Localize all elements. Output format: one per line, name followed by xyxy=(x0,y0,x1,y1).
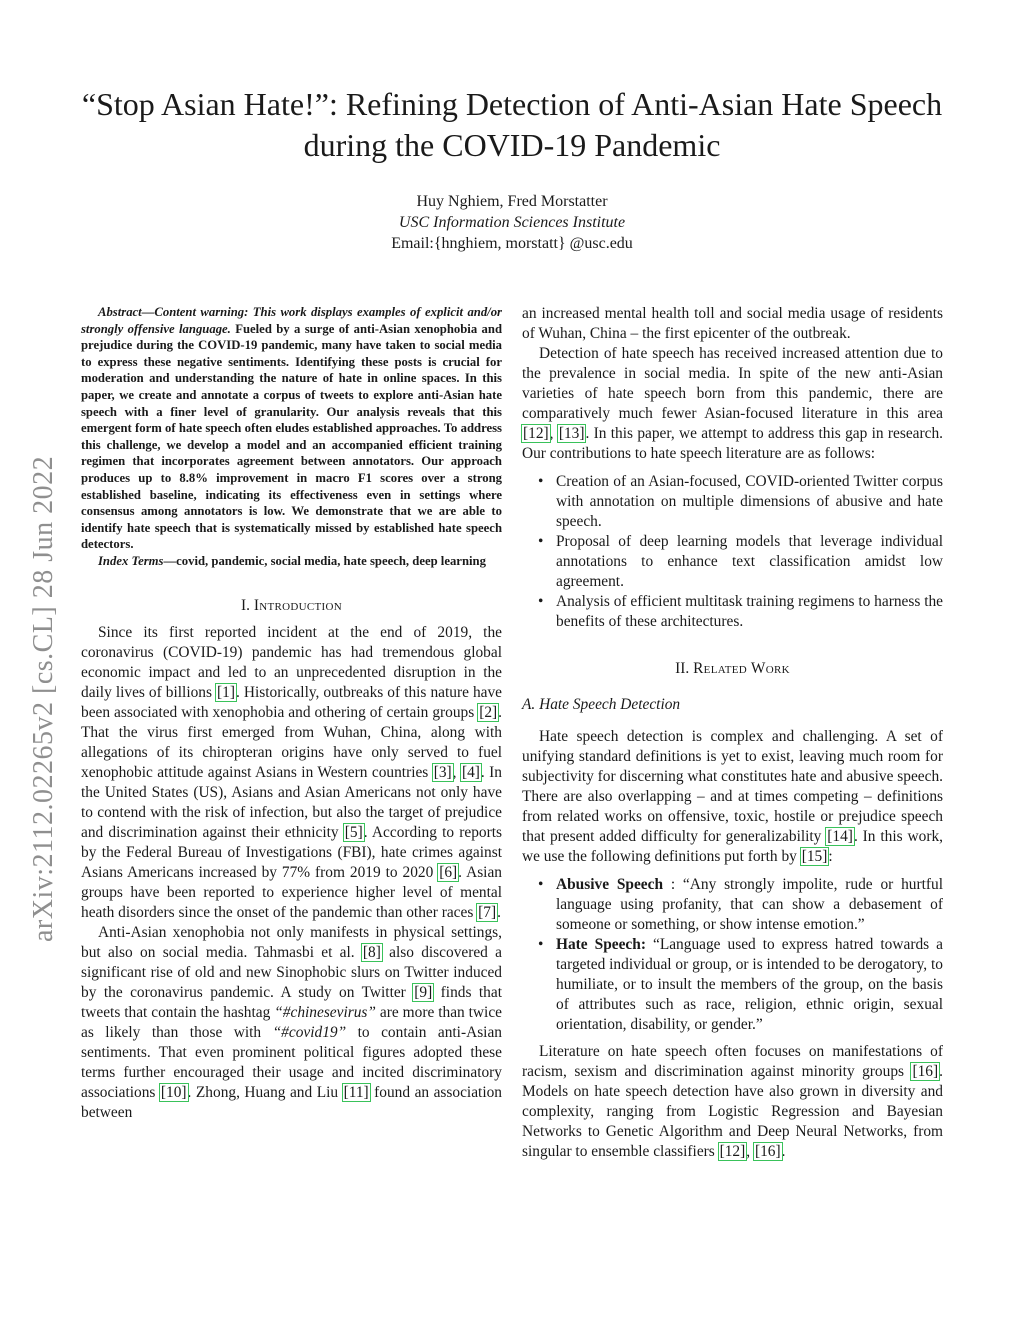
text-run: to contain anti-Asian sentiments. That even prominent political figures adopted these terms further encouraged their usage and incited discriminatory associations xyxy=(81,1023,502,1101)
intro-paragraph-2 xyxy=(81,923,502,1123)
index-terms xyxy=(81,553,502,570)
bullet-icon: • xyxy=(538,533,544,550)
citation-link[interactable]: [16] xyxy=(754,1143,781,1160)
definition-text: “Any strongly impolite, rude or hurtful language using profanity, that can show a debasement of someone or something, or show intense emotion.” xyxy=(556,876,943,933)
text-run: . That the virus first emerged from Wuhan, China, along with allegations of its chiropteran origins have only served to fuel xenophobic attitude against Asians in Western countries xyxy=(81,703,502,781)
definitions-list xyxy=(522,875,943,1035)
section-heading-introduction xyxy=(81,596,502,616)
list-item xyxy=(522,592,943,632)
citation-link[interactable]: [14] xyxy=(827,828,853,845)
related-paragraph-2 xyxy=(522,1042,943,1162)
text-run: finds that tweets that contain the hashtag xyxy=(81,983,502,1021)
list-item xyxy=(522,472,943,532)
citation-link[interactable]: [4] xyxy=(461,763,480,781)
index-terms-lead: Index Terms xyxy=(98,553,164,568)
list-item xyxy=(522,532,943,592)
text-run: Hate speech detection is complex and challenging. A set of unifying standard definitions is yet to exist, leaving much room for subjectivity for discerning what constitutes hate and abusive speech. There are also overlapping – and at times competing – definitions from related works on offensive, toxic, hostile or prejudice speech that present added difficulty for generalizability xyxy=(522,728,943,845)
section-heading-related-work xyxy=(522,659,943,679)
text-run: . xyxy=(781,1143,786,1160)
right-column xyxy=(522,304,943,1162)
text-run: found an association between xyxy=(81,1083,502,1121)
list-item-text: Analysis of efficient multitask training regimens to harness the benefits of these architectures. xyxy=(556,593,943,630)
text-run: , xyxy=(549,425,558,442)
abstract-lead: Abstract—Content warning: This work displays examples of explicit and/or strongly offensive language. xyxy=(81,305,502,336)
bullet-icon: • xyxy=(538,936,544,953)
affiliation: USC Information Sciences Institute xyxy=(398,214,626,231)
citation-link[interactable]: [1] xyxy=(217,683,235,701)
citation-link[interactable]: [12] xyxy=(719,1143,746,1160)
subsection-heading: A. Hate Speech Detection xyxy=(522,696,681,713)
text-run: . In this work, we use the following definitions put forth by xyxy=(522,828,943,865)
contributions-list xyxy=(522,472,943,632)
text-run: Detection of hate speech has received increased attention due to the prevalence in social media. In spite of the new anti-Asian varieties of hate speech born from this pandemic, there are comparatively much fewer Asian-focused literature in this area xyxy=(522,345,943,422)
text-run: . Models on hate speech detection have also grown in diversity and complexity, ranging from Logistic Regression and Bayesian Networks to Genetic Algorithm and Deep Neural Networks, from singular to ensemble classifiers xyxy=(522,1063,943,1160)
abstract-body: Fueled by a surge of anti-Asian xenophobia and prejudice during the COVID-19 pandemic, many have taken to social media to express these negative sentiments. Identifying these posts is crucial for moderation and understanding the nature of hate in online spaces. In this paper, we create and annotate a corpus of tweets to explore anti-Asian hate speech with a finer level of granularity. Our analysis reveals that this emergent form of hate speech often eludes established approaches. To address this challenge, we develop a model and an accompanied efficient training regimen that incorporates agreement between annotators. Our approach produces up to 8.8% improvement in macro F1 scores over a strong established baseline, indicating its effectiveness even in settings where consensus among annotators is low. We demonstrate that we are able to identify hate speech that is systematically missed by established hate speech detectors. xyxy=(81,321,502,552)
text-run xyxy=(646,936,653,953)
text-run: . In this paper, we attempt to address this gap in research. Our contributions to hate speech literature are as follows: xyxy=(522,425,944,462)
citation-link[interactable]: [8] xyxy=(362,943,381,961)
text-run: . In the United States (US), Asians and Asian Americans not only have to contend with the risk of infection, but also the target of prejudice and discrimination against their ethnicity xyxy=(81,763,502,841)
list-item-text: Proposal of deep learning models that leverage individual annotations to enhance text classification amidst low agreement. xyxy=(556,533,943,590)
section-title: Introduction xyxy=(253,596,342,614)
author-names: Huy Nghiem, Fred Morstatter xyxy=(416,193,608,210)
text-run: : xyxy=(663,876,683,893)
arxiv-identifier: arXiv:2112.02265v2 [cs.CL] 28 Jun 2022 xyxy=(28,455,59,942)
list-item xyxy=(522,875,943,935)
text-run: : xyxy=(828,848,833,865)
citation-link[interactable]: [5] xyxy=(344,823,363,841)
email: Email:{hnghiem, morstatt} @usc.edu xyxy=(391,235,633,252)
author-block xyxy=(0,191,1024,254)
citation-link[interactable]: [15] xyxy=(801,848,828,865)
intro-paragraph-1 xyxy=(81,623,502,923)
bullet-icon: • xyxy=(538,473,544,490)
citation-link[interactable]: [9] xyxy=(414,983,433,1001)
right-paragraph-2 xyxy=(522,344,943,464)
text-run: Anti-Asian xenophobia not only manifests in physical settings, but also on social media. Tahmasbi et al. xyxy=(81,923,502,961)
text-run: are more than twice as likely than those with xyxy=(81,1003,502,1041)
list-item-text: Creation of an Asian-focused, COVID-oriented Twitter corpus with annotation on multiple dimensions of abusive and hate speech. xyxy=(556,473,943,530)
text-run: , xyxy=(452,763,461,781)
section-title: Related Work xyxy=(693,660,790,677)
citation-link[interactable]: [13] xyxy=(558,425,585,442)
related-paragraph-1 xyxy=(522,727,943,867)
definition-text: “Language used to express hatred towards a targeted individual or group, or is intended to be derogatory, to humiliate, or to insult the members of the group, on the basis of attributes such as race, religion, ethnic origin, sexual orientation, disability, or gender.” xyxy=(556,936,943,1033)
section-number: I. xyxy=(240,596,250,614)
text-run: . According to reports by the Federal Bureau of Investigations (FBI), hate crimes against Asians Americans increased by 77% from 2019 to 2020 xyxy=(81,823,502,881)
text-run: also discovered a significant rise of old and new Sinophobic slurs on Twitter induced by the coronavirus pandemic. A study on Twitter xyxy=(81,943,502,1001)
citation-link[interactable]: [2] xyxy=(479,703,498,721)
bullet-icon: • xyxy=(538,876,544,893)
hashtag-covid19: “#covid19” xyxy=(272,1023,347,1041)
left-column xyxy=(81,304,502,1123)
definition-term: Hate Speech: xyxy=(556,936,646,953)
citation-link[interactable]: [6] xyxy=(439,863,458,881)
text-run: . Zhong, Huang and Liu xyxy=(187,1083,343,1101)
bullet-icon: • xyxy=(538,593,544,610)
citation-link[interactable]: [12] xyxy=(523,425,549,442)
citation-link[interactable]: [3] xyxy=(433,763,452,781)
citation-link[interactable]: [11] xyxy=(343,1083,369,1101)
hashtag-chinesevirus: “#chinesevirus” xyxy=(274,1003,376,1021)
citation-link[interactable]: [16] xyxy=(912,1063,939,1080)
index-terms-body: —covid, pandemic, social media, hate speech, deep learning xyxy=(163,553,486,568)
right-paragraph-1: an increased mental health toll and social media usage of residents of Wuhan, China – the first epicenter of the outbreak. xyxy=(522,305,943,342)
abstract xyxy=(81,304,502,553)
citation-link[interactable]: [10] xyxy=(160,1083,187,1101)
list-item xyxy=(522,935,943,1035)
citation-link[interactable]: [7] xyxy=(478,903,497,921)
text-run: . xyxy=(497,903,501,921)
text-run: , xyxy=(746,1143,754,1160)
section-number: II. xyxy=(675,660,690,677)
paper-title: “Stop Asian Hate!”: Refining Detection of Anti-Asian Hate Speech during the COVID-19 Pandemic xyxy=(81,86,943,163)
text-run: . Asian groups have been reported to experience higher level of mental heath disorders since the onset of the pandemic than other races xyxy=(81,863,502,921)
text-run: . Historically, outbreaks of this nature have been associated with xenophobia and othering of certain groups xyxy=(81,683,503,721)
text-run: Literature on hate speech often focuses on manifestations of racism, sexism and discrimination against minority groups xyxy=(522,1043,943,1080)
text-run: Since its first reported incident at the end of 2019, the coronavirus (COVID-19) pandemic has had tremendous global economic impact and led to an unprecedented disruption in the daily lives of billions xyxy=(81,623,502,701)
definition-term: Abusive Speech xyxy=(556,876,664,893)
